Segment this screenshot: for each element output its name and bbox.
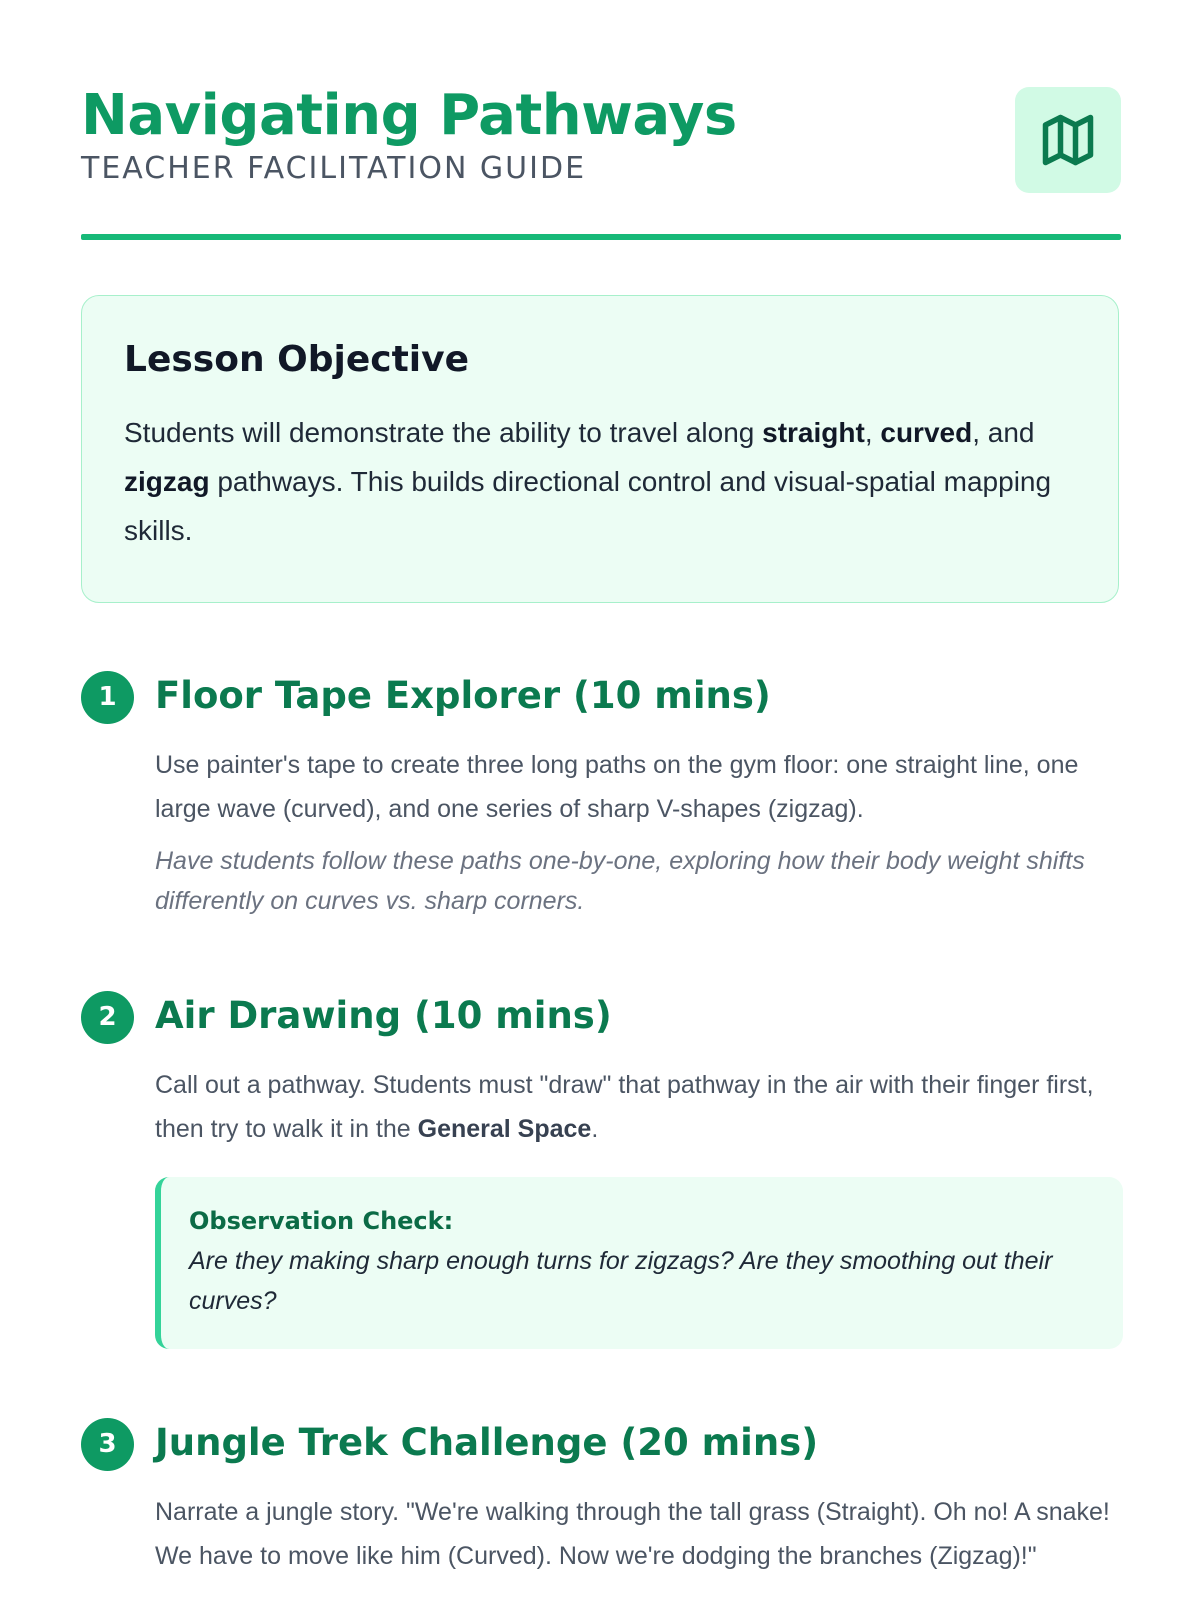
map-logo: [1015, 87, 1121, 193]
step-number-badge: 2: [81, 991, 134, 1044]
step-title: Jungle Trek Challenge (20 mins): [155, 1421, 819, 1464]
step-text-part: .: [591, 1115, 599, 1143]
page-title: Navigating Pathways: [81, 83, 737, 148]
guide-content: [81, 0, 1121, 1570]
step-description: Use painter's tape to create three long paths on the gym floor: one straight line, one large wave (curved), and one series of sharp V-shapes (zigzag).: [155, 751, 1079, 823]
step-description: [155, 1063, 1121, 1151]
objective-heading: Lesson Objective: [124, 339, 470, 380]
keyword-general-space: General Space: [417, 1115, 592, 1143]
keyword-curved: curved: [880, 417, 973, 448]
observation-callout: [155, 1177, 1123, 1349]
step-description: Narrate a jungle story. "We're walking through the tall grass (Straight). Oh no! A snake! We have to move like him (Curved). Now we're dodging the branches (Zigzag)!": [155, 1498, 1110, 1570]
step-number-badge: 3: [81, 1418, 134, 1471]
lesson-objective-card: [81, 295, 1119, 603]
step-text-part: Call out a pathway. Students must "draw" that pathway in the air with their finger first, then try to walk it in the: [155, 1071, 1094, 1143]
objective-text-part: pathways. This builds directional control and visual-spatial mapping skills.: [124, 466, 1052, 546]
step-body: [155, 743, 1121, 921]
objective-text-part: , and: [972, 417, 1035, 448]
step-body: [155, 1490, 1121, 1578]
step-note: Have students follow these paths one-by-one, exploring how their body weight shifts differently on curves vs. sharp corners.: [155, 847, 1085, 915]
map-icon: [1038, 110, 1098, 170]
observation-label: Observation Check:: [189, 1207, 454, 1235]
step-body: [155, 1063, 1121, 1151]
objective-text-part: ,: [864, 417, 881, 448]
observation-text: Are they making sharp enough turns for zigzags? Are they smoothing out their curves?: [189, 1247, 1053, 1315]
objective-text: [124, 408, 1076, 555]
keyword-straight: straight: [762, 417, 865, 448]
step-number-badge: 1: [81, 671, 134, 724]
step-title: Air Drawing (10 mins): [155, 994, 612, 1037]
page-subtitle: TEACHER FACILITATION GUIDE: [81, 151, 587, 186]
page-header: [81, 0, 1121, 242]
header-divider: [81, 234, 1121, 240]
step-title: Floor Tape Explorer (10 mins): [155, 674, 771, 717]
objective-text-part: Students will demonstrate the ability to travel along: [124, 417, 763, 448]
keyword-zigzag: zigzag: [124, 466, 210, 497]
